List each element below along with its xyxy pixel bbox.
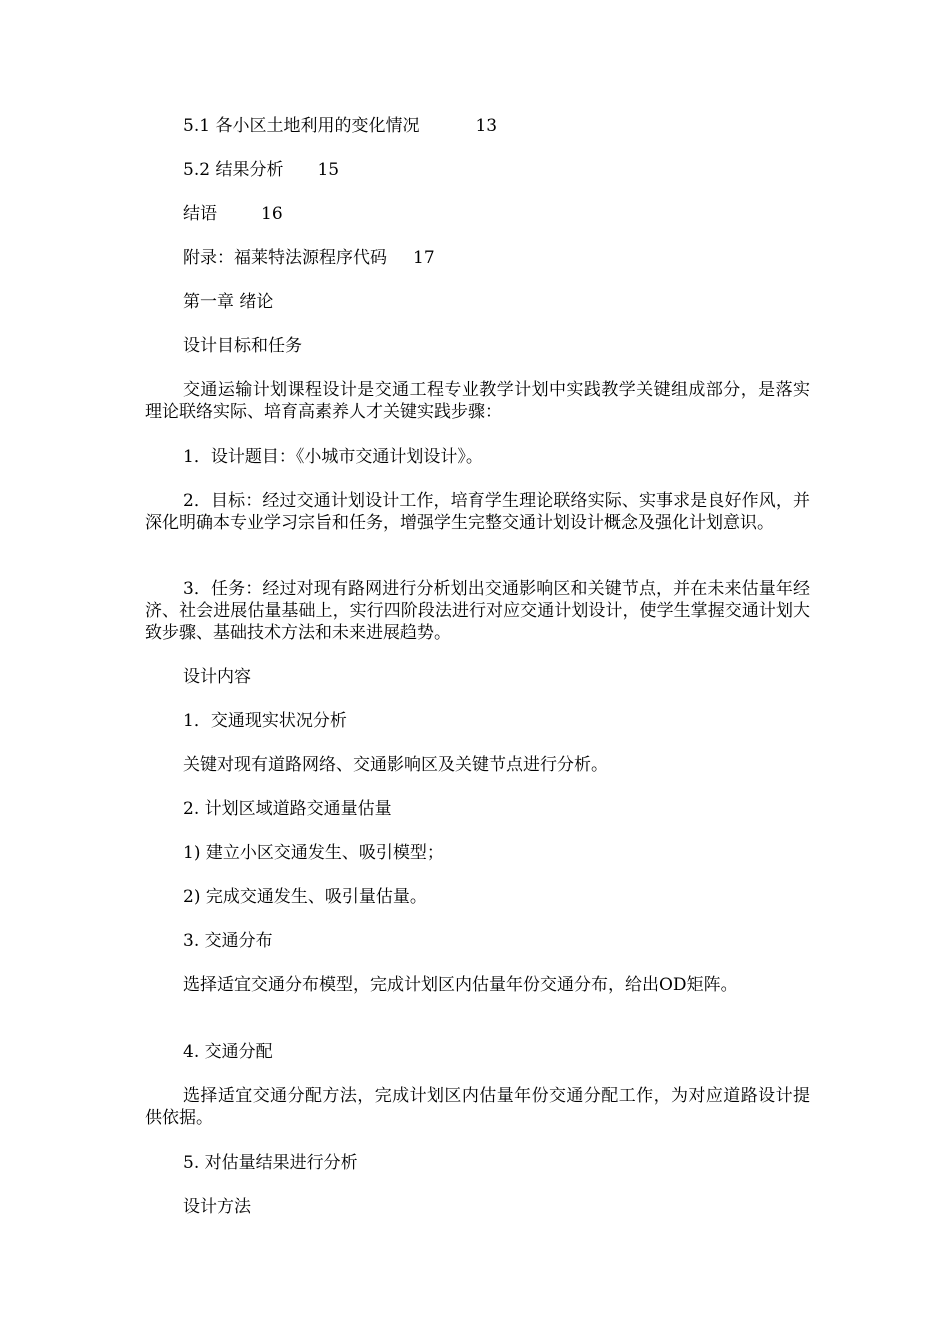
- toc-entry-5-1: [183, 115, 497, 137]
- intro-paragraph: 交通运输计划课程设计是交通工程专业教学计划中实践教学关键组成部分，是落实理论联络实际、培育高素养人才关键实践步骤：: [145, 380, 810, 422]
- content-item-5-title: 5. 对估量结果进行分析: [183, 1153, 358, 1173]
- section-title-method: 设计方法: [183, 1197, 251, 1217]
- toc-entry-page: 16: [261, 204, 283, 224]
- content-item-2-sub1: 1) 建立小区交通发生、吸引模型；: [183, 843, 444, 863]
- list-item-goal: 2．目标：经过交通计划设计工作，培育学生理论联络实际、实事求是良好作风，并深化明确本专业学习宗旨和任务，增强学生完整交通计划设计概念及强化计划意识。: [145, 491, 810, 533]
- toc-entry-label: 附录：福莱特法源程序代码: [183, 248, 387, 268]
- section-title-goals: 设计目标和任务: [183, 336, 302, 356]
- toc-entry-page: 13: [475, 116, 498, 136]
- toc-entry-page: 17: [413, 248, 435, 268]
- list-item-task: 3．任务：经过对现有路网进行分析划出交通影响区和关键节点，并在未来估量年经济、社会进展估量基础上，实行四阶段法进行对应交通计划设计，使学生掌握交通计划大致步骤、基础技术方法和未来进展趋势。: [145, 579, 810, 643]
- content-item-2-sub2: 2) 完成交通发生、吸引量估量。: [183, 887, 427, 907]
- toc-entry-conclusion: [183, 203, 283, 225]
- content-item-2-title: 2. 计划区域道路交通量估量: [183, 799, 392, 819]
- toc-entry-appendix: [183, 247, 435, 269]
- content-item-1-title: 1．交通现实状况分析: [183, 711, 347, 731]
- chapter-title: 第一章 绪论: [183, 292, 274, 312]
- content-item-3-title: 3. 交通分布: [183, 931, 273, 951]
- content-item-4-title: 4. 交通分配: [183, 1042, 273, 1062]
- list-item-topic: 1．设计题目：《小城市交通计划设计》。: [183, 447, 483, 467]
- toc-entry-5-2: [183, 159, 339, 181]
- content-item-3-text: 选择适宜交通分布模型，完成计划区内估量年份交通分布，给出OD矩阵。: [183, 975, 738, 995]
- content-item-4-text: 选择适宜交通分配方法，完成计划区内估量年份交通分配工作，为对应道路设计提供依据。: [145, 1086, 810, 1128]
- section-title-content: 设计内容: [183, 667, 251, 687]
- toc-entry-page: 15: [317, 160, 340, 180]
- toc-entry-label: 结语: [183, 204, 217, 224]
- content-item-1-text: 关键对现有道路网络、交通影响区及关键节点进行分析。: [183, 755, 608, 775]
- toc-entry-label: 5.1 各小区土地利用的变化情况: [183, 116, 420, 136]
- toc-entry-label: 5.2 结果分析: [183, 160, 284, 180]
